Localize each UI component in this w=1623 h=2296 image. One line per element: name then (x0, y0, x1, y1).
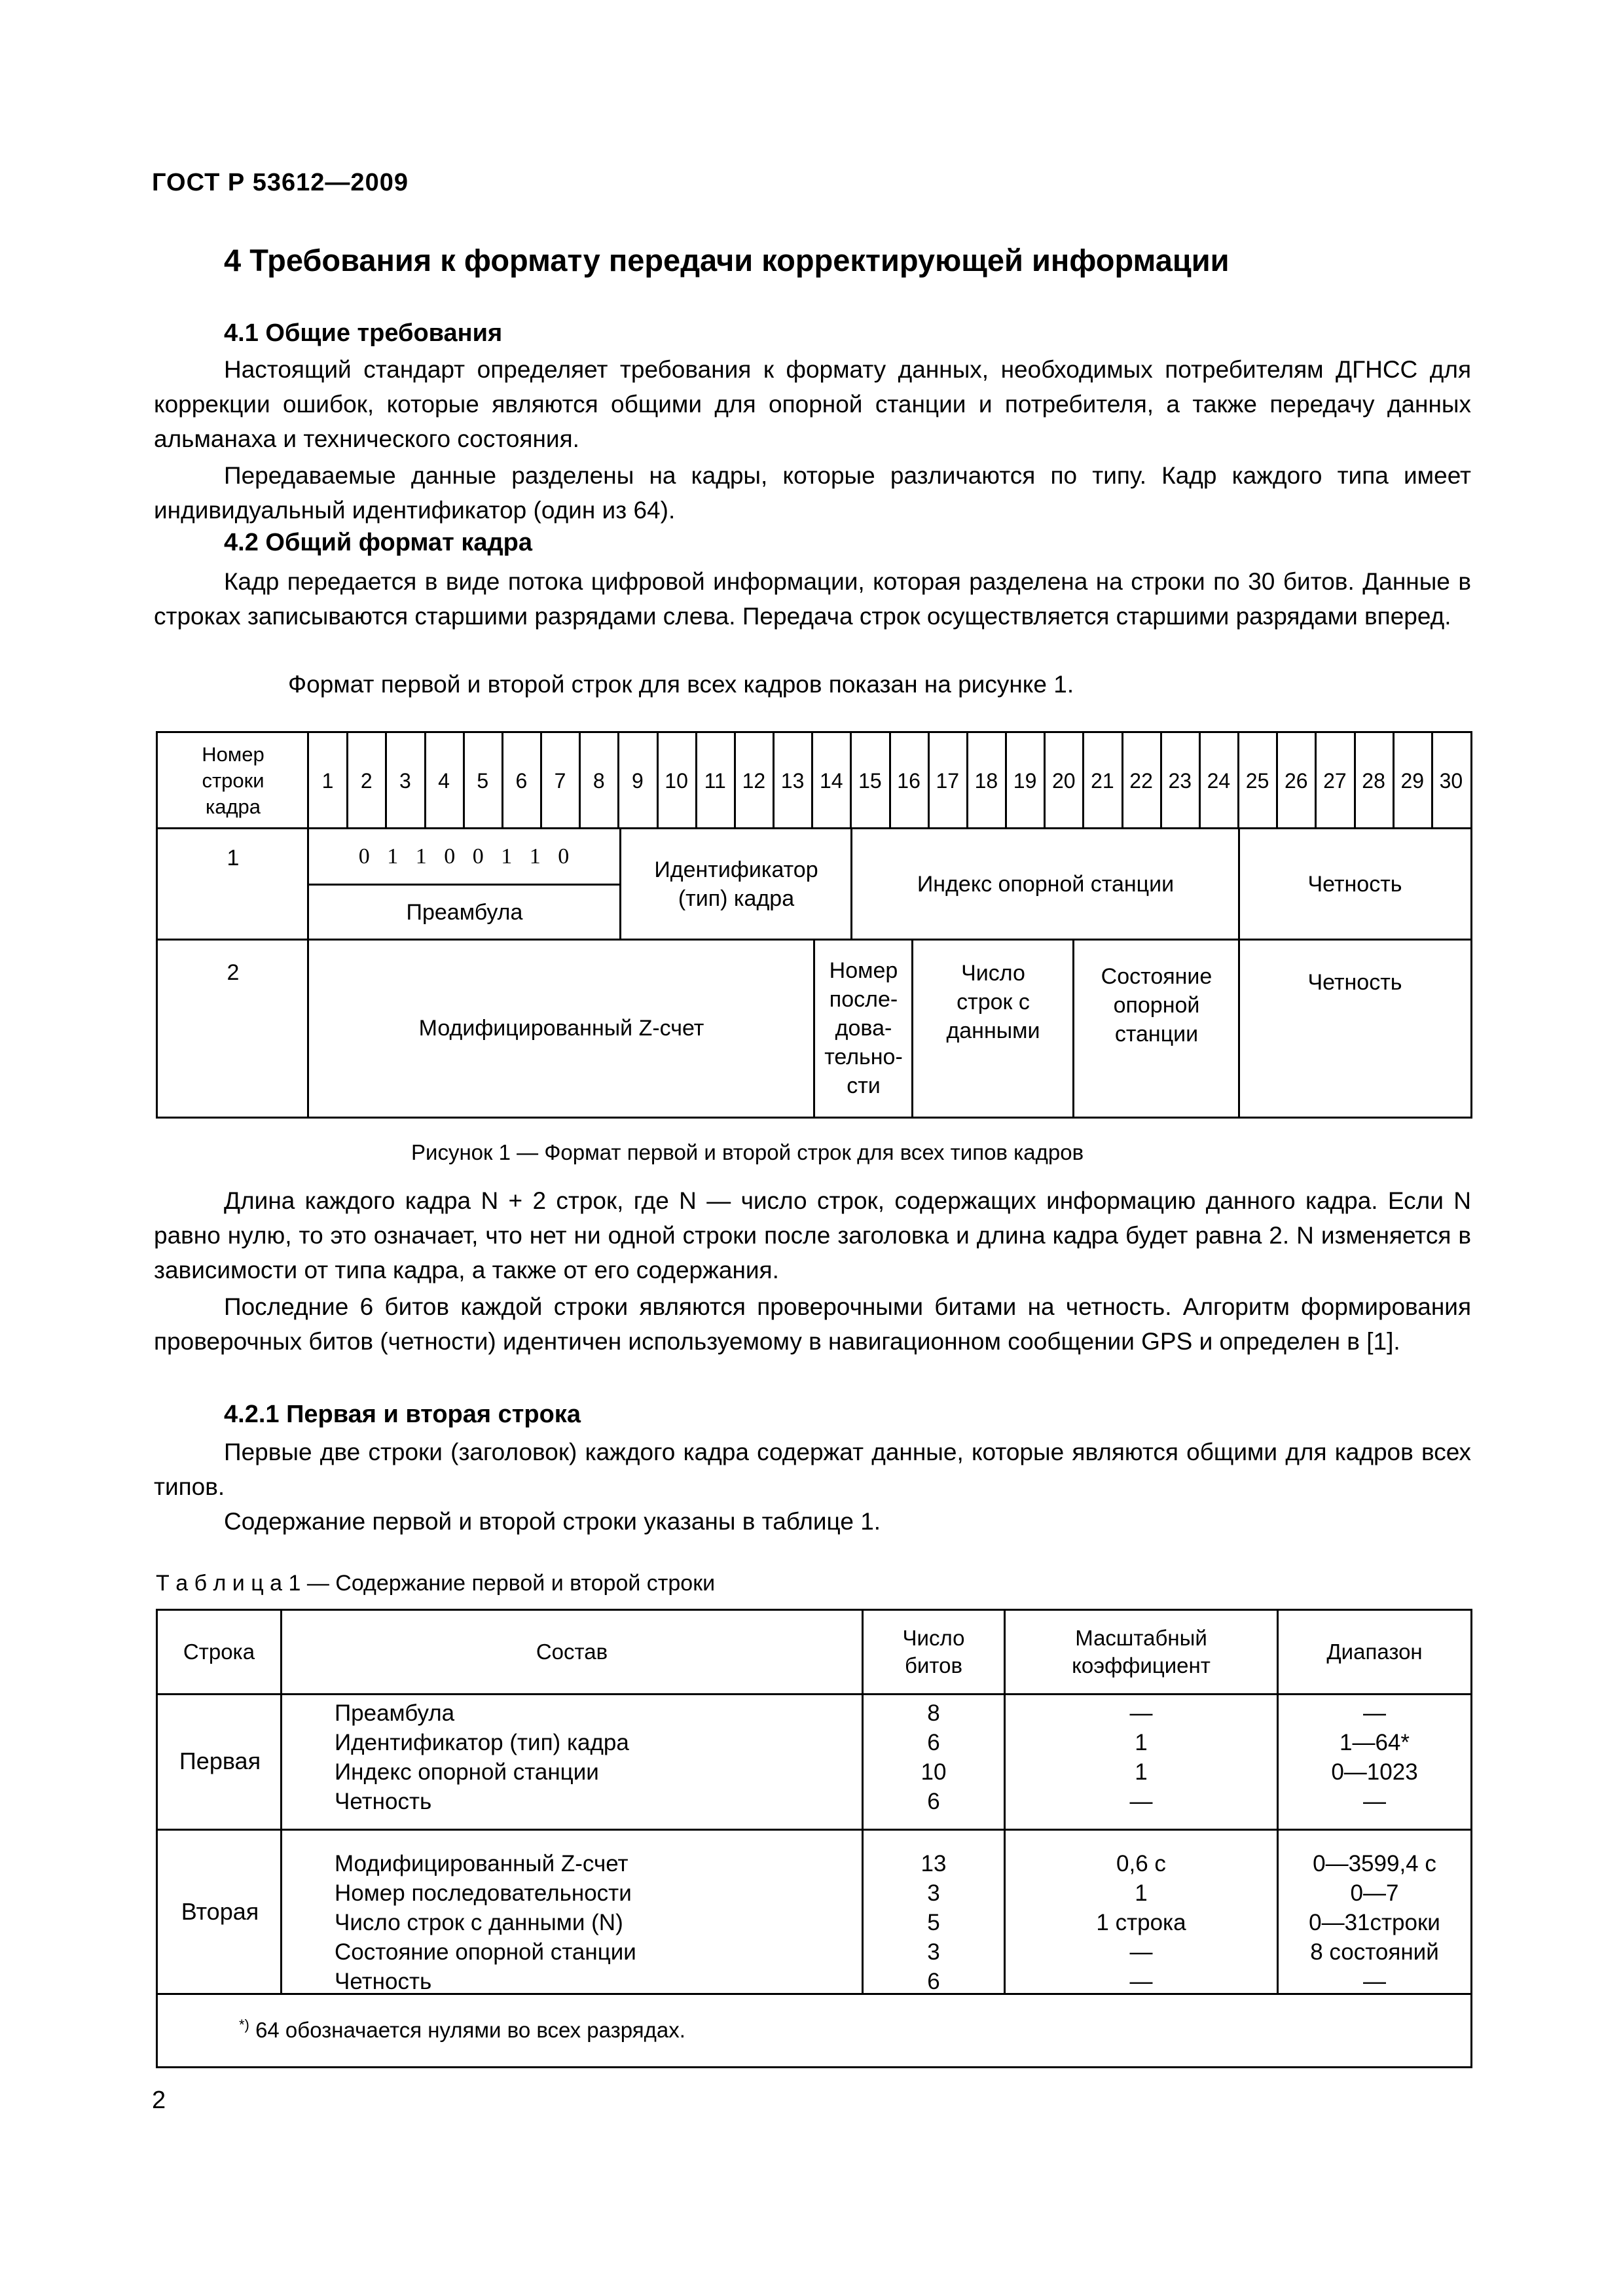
row-number: 2 (227, 960, 240, 985)
list-item: Номер последовательности (335, 1880, 632, 1906)
bit-number: 2 (360, 768, 373, 793)
cell: — (1363, 1789, 1386, 1814)
header-row: Строка (183, 1640, 255, 1664)
parity-label: Четность (1307, 872, 1402, 897)
row-label-first: Первая (179, 1747, 261, 1774)
bit-number: 26 (1284, 768, 1308, 793)
bit-number: 30 (1439, 768, 1463, 793)
header-bits: Число битов (902, 1626, 965, 1677)
bit-number: 1 (321, 768, 334, 793)
bit-number: 13 (780, 768, 805, 793)
bit-number: 20 (1051, 768, 1076, 793)
subsection-4-2-1-title: 4.2.1 Первая и вторая строка (224, 1401, 581, 1428)
list-item: Индекс опорной станции (335, 1759, 599, 1785)
figure-1-frame-format (156, 731, 1472, 1119)
page-number: 2 (152, 2087, 166, 2114)
row-number-header: Номер строки кадра (202, 743, 264, 818)
list-item: Преамбула (335, 1700, 455, 1726)
bit-number: 8 (593, 768, 605, 793)
bit-number: 19 (1013, 768, 1037, 793)
list-item: Модифицированный Z-счет (335, 1851, 629, 1876)
cell: 5 (927, 1910, 940, 1935)
bit-number: 11 (704, 768, 726, 793)
bit-number: 10 (665, 768, 688, 793)
figure-caption: Рисунок 1 — Формат первой и второй строк для всех типов кадров (411, 1140, 1084, 1164)
bit-number: 23 (1168, 768, 1192, 793)
bit-number: 22 (1129, 768, 1153, 793)
cell: 1 строка (1096, 1910, 1186, 1935)
parity-label: Четность (1307, 970, 1402, 995)
cell: 6 (927, 1730, 940, 1755)
bit-number: 6 (515, 768, 528, 793)
first-bits (864, 1698, 1004, 1816)
sequence-number-label: Номер после-дова-тельно-сти (824, 958, 903, 1098)
section-title: 4 Требования к формату передачи корректирующей информации (224, 243, 1230, 278)
paragraph: Формат первой и второй строк для всех кадров показан на рисунке 1. (288, 671, 1074, 698)
row-label-second: Вторая (181, 1898, 259, 1925)
cell: 1 (1135, 1880, 1148, 1906)
paragraph: Передаваемые данные разделены на кадры, которые различаются по типу. Кадр каждого типа имеет индивидуальный идентификатор (один из 64). (154, 462, 1471, 524)
subsection-4-2-title: 4.2 Общий формат кадра (224, 529, 532, 556)
bit-number: 4 (438, 768, 450, 793)
list-item: Идентификатор (тип) кадра (335, 1730, 629, 1755)
cell: 3 (927, 1880, 940, 1906)
bit-number: 5 (477, 768, 489, 793)
bit-number: 29 (1400, 768, 1425, 793)
cell: 1—64* (1339, 1730, 1410, 1755)
list-item: Состояние опорной станции (335, 1939, 636, 1965)
cell: 0,6 с (1116, 1851, 1166, 1876)
paragraph: Кадр передается в виде потока цифровой информации, которая разделена на строки по 30 битов. Данные в строках записываются старшими разрядами слева. Передача строк осуществляется старшими разрядами вперед. (154, 568, 1471, 630)
bit-number: 3 (399, 768, 411, 793)
cell: — (1129, 1969, 1153, 1994)
station-index-label: Индекс опорной станции (917, 872, 1175, 897)
cell: — (1363, 1969, 1386, 1994)
bit-number: 12 (742, 768, 766, 793)
table-1 (156, 1609, 1472, 2068)
rows-count-label: Число строк с данными (946, 961, 1040, 1043)
cell: — (1363, 1700, 1386, 1726)
bit-number: 17 (936, 768, 960, 793)
cell: — (1129, 1700, 1153, 1726)
cell: 3 (927, 1939, 940, 1965)
cell: 6 (927, 1969, 940, 1994)
bit-number: 25 (1245, 768, 1269, 793)
second-items-list (335, 1849, 636, 1996)
paragraph: Настоящий стандарт определяет требования к формату данных, необходимых потребителям ДГНСС для коррекции ошибок, которые являются общими для опорной станции и потребителя, а также передачу данных альманаха и технического состояния. (154, 356, 1471, 452)
second-range (1279, 1849, 1470, 1996)
paragraph: Длина каждого кадра N + 2 строк, где N — число строк, содержащих информацию данного кадра. Если N равно нулю, то это означает, что нет ни одной строки после заголовка и длина кадра будет равна 2. N изменяется в зависимости от типа кадра, а также от его содержания. (154, 1187, 1471, 1283)
header-range: Диапазон (1326, 1640, 1423, 1664)
bit-number: 28 (1362, 768, 1385, 793)
preamble-bits: 0 1 1 0 0 1 1 0 (358, 844, 571, 869)
second-bits (864, 1849, 1004, 1996)
cell: — (1129, 1789, 1153, 1814)
paragraph: Содержание первой и второй строки указаны в таблице 1. (224, 1508, 881, 1535)
cell: 0—3599,4 с (1313, 1851, 1436, 1876)
list-item: Число строк с данными (N) (335, 1910, 623, 1935)
second-scale (1006, 1849, 1277, 1996)
bit-number: 24 (1207, 768, 1231, 793)
cell: 1 (1135, 1759, 1148, 1785)
cell: 13 (921, 1851, 947, 1876)
bit-number: 16 (897, 768, 921, 793)
cell: — (1129, 1939, 1153, 1965)
header-content: Состав (536, 1640, 608, 1664)
cell: 0—1023 (1331, 1759, 1418, 1785)
paragraph: Последние 6 битов каждой строки являются проверочными битами на четность. Алгоритм формирования проверочных битов (четности) идентичен используемому в навигационном сообщении GPS и определен в [1]. (154, 1293, 1471, 1355)
subsection-4-1-title: 4.1 Общие требования (224, 319, 503, 347)
preamble-label: Преамбула (406, 900, 523, 925)
bit-number: 9 (632, 768, 644, 793)
zcount-label: Модифицированный Z-счет (418, 1016, 704, 1041)
cell: 1 (1135, 1730, 1148, 1755)
bit-number: 18 (974, 768, 998, 793)
bit-number: 27 (1323, 768, 1347, 793)
paragraph: Первые две строки (заголовок) каждого кадра содержат данные, которые являются общими для кадров всех типов. (154, 1439, 1471, 1500)
cell: 10 (921, 1759, 947, 1785)
frame-id-label: Идентификатор (тип) кадра (654, 857, 818, 911)
list-item: Четность (335, 1789, 432, 1814)
row-number: 1 (227, 846, 240, 870)
table-caption: Т а б л и ц а 1 — Содержание первой и второй строки (156, 1571, 716, 1596)
footnote-text: 64 обозначается нулями во всех разрядах. (255, 2018, 685, 2042)
first-range (1279, 1698, 1470, 1816)
standard-code: ГОСТ Р 53612—2009 (152, 169, 409, 196)
station-state-label: Состояние опорной станции (1101, 964, 1213, 1047)
first-scale (1006, 1698, 1277, 1816)
cell: 8 (927, 1700, 940, 1726)
header-scale: Масштабный коэффициент (1072, 1626, 1211, 1677)
cell: 6 (927, 1789, 940, 1814)
cell: 8 состояний (1310, 1939, 1439, 1965)
cell: 0—31строки (1309, 1910, 1440, 1935)
bit-number: 7 (554, 768, 566, 793)
footnote-mark: *) (239, 2017, 249, 2033)
bit-number: 14 (819, 768, 843, 793)
table-footnote (239, 2017, 685, 2043)
bit-number: 15 (858, 768, 882, 793)
bit-number: 21 (1091, 768, 1114, 793)
list-item: Четность (335, 1969, 432, 1994)
cell: 0—7 (1350, 1880, 1399, 1906)
first-items-list (335, 1698, 629, 1816)
